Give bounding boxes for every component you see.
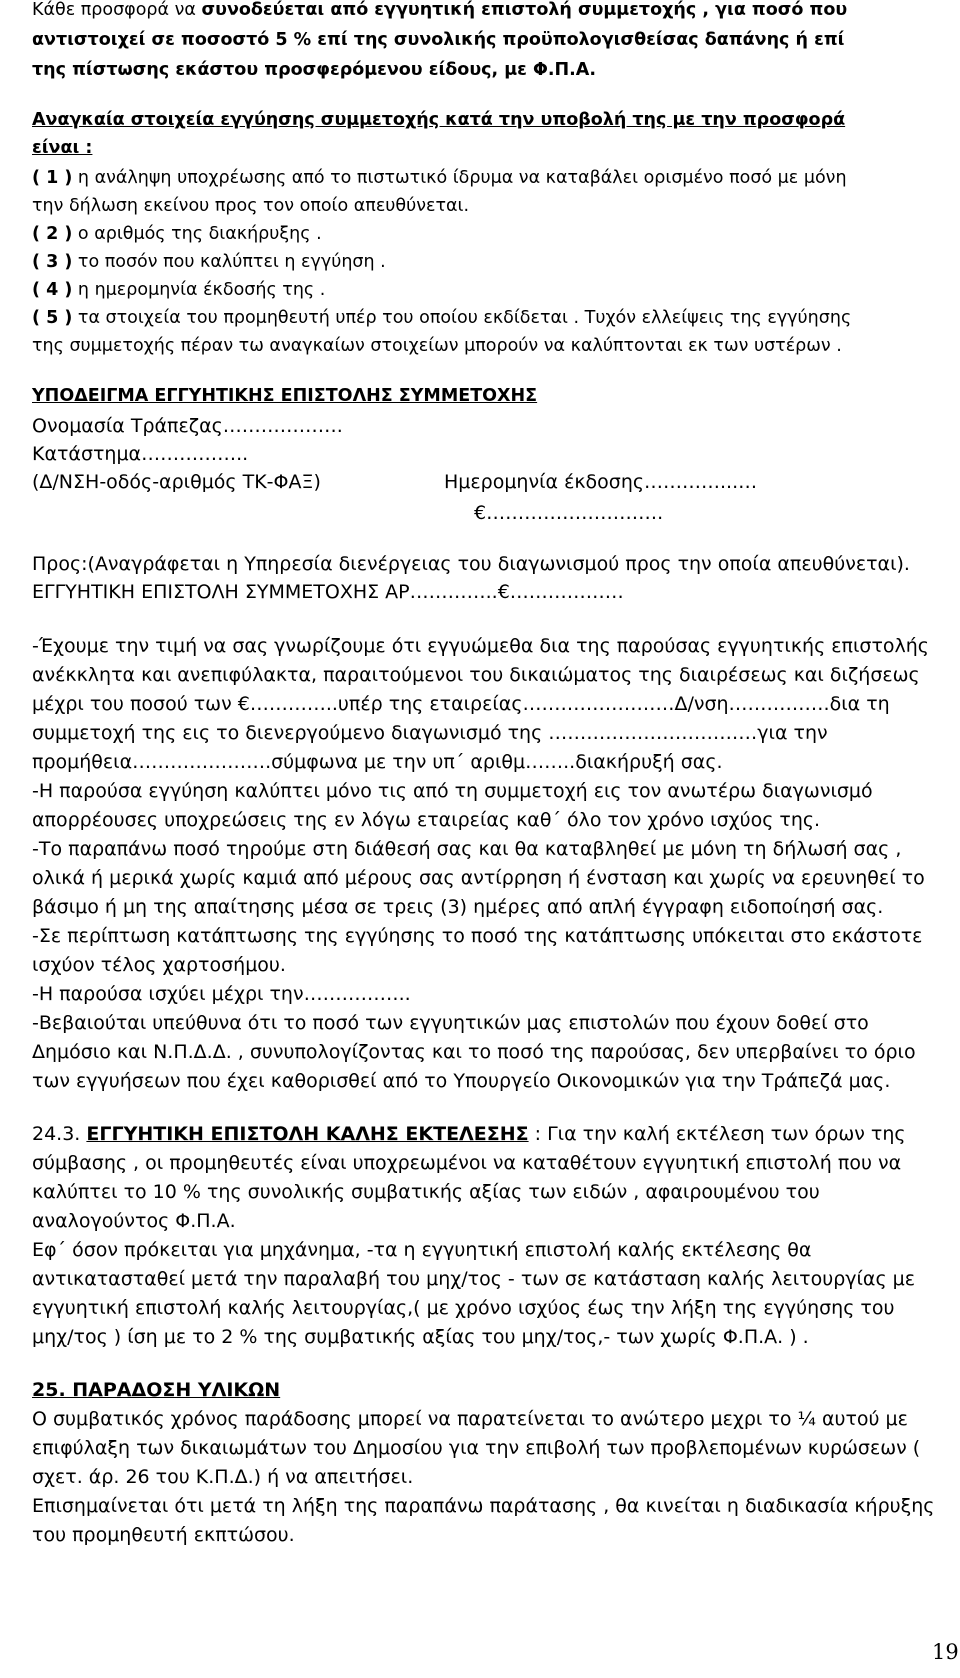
requirement-item-2 xyxy=(32,224,322,244)
letter-body-line: συμμετοχή της εις το διενεργούμενο διαγωνισμό της ……………………………για την xyxy=(32,722,828,744)
requirement-item-1 xyxy=(32,168,847,188)
section-25-line: σχετ. άρ. 26 του Κ.Π.Δ.) ή να απειτήσει. xyxy=(32,1466,414,1488)
requirement-item-5 xyxy=(32,308,851,328)
letter-body-line: -Έχουμε την τιμή να σας γνωρίζουμε ότι εγγυώμεθα δια της παρούσας εγγυητικής επιστολής xyxy=(32,635,929,657)
issue-date-field: Ημερομηνία έκδοσης…………...… xyxy=(444,471,758,493)
euro-amount-field: €………………………. xyxy=(474,502,664,524)
section-25-line: Επισημαίνεται ότι μετά τη λήξη της παραπάνω παράτασης , θα κινείται η διαδικασία κήρυξης xyxy=(32,1495,935,1517)
intro-text: Κάθε προσφορά να xyxy=(32,0,202,20)
intro-line-3: της πίστωσης εκάστου προσφερόμενου είδους, με Φ.Π.Α. xyxy=(32,60,596,80)
requirement-item-1-cont: την δήλωση εκείνου προς τον οποίο απευθύνεται. xyxy=(32,196,470,216)
section-24-3-line: αντικατασταθεί μετά την παραλαβή του μηχ/τος - των σε κατάσταση καλής λειτουργίας με xyxy=(32,1268,916,1290)
letter-body-line: -Βεβαιούται υπεύθυνα ότι το ποσό των εγγυητικών μας επιστολών που έχουν δοθεί στο xyxy=(32,1012,869,1034)
section-24-3-line: Εφ΄ όσον πρόκειται για μηχάνημα, -τα η εγγυητική επιστολή καλής εκτέλεσης θα xyxy=(32,1239,812,1261)
letter-body-line: ολικά ή μερικά χωρίς καμιά από μέρους σας αντίρρηση ή ένσταση και χωρίς να ερευνηθεί το xyxy=(32,867,925,889)
section-text: : Για την καλή εκτέλεση των όρων της xyxy=(528,1123,906,1145)
address-field: (Δ/ΝΣΗ-οδός-αριθμός ΤΚ-ΦΑΞ) xyxy=(32,471,321,493)
requirements-title-2: είναι : xyxy=(32,138,93,158)
requirement-item-3 xyxy=(32,252,386,272)
section-number: 24.3. xyxy=(32,1123,87,1145)
recipient-line: Προς:(Αναγράφεται η Υπηρεσία διενέργειας του διαγωνισμού προς την οποία απευθύνεται). xyxy=(32,553,910,575)
item-number: ( 1 ) xyxy=(32,168,73,188)
section-24-3-line: εγγυητική επιστολή καλής λειτουργίας,( με χρόνο ισχύος έως την λήξη της εγγύησης του xyxy=(32,1297,895,1319)
bank-name-field: Ονομασία Τράπεζας………………. xyxy=(32,415,343,437)
branch-field: Κατάστημα…………….. xyxy=(32,443,249,465)
item-number: ( 5 ) xyxy=(32,308,73,328)
section-25-line: επιφύλαξη των δικαιωμάτων του Δημοσίου για την επιβολή των προβλεπομένων κυρώσεων ( xyxy=(32,1437,921,1459)
item-number: ( 3 ) xyxy=(32,252,73,272)
item-text: το ποσόν που καλύπτει η εγγύηση . xyxy=(72,252,386,272)
section-25-line: Ο συμβατικός χρόνος παράδοσης μπορεί να παρατείνεται το ανώτερο μεχρι το ¼ αυτού με xyxy=(32,1408,908,1430)
section-24-3-heading xyxy=(32,1123,906,1145)
letter-body-line: των εγγυήσεων που έχει καθορισθεί από το Υπουργείο Οικονομικών για την Τράπεζά μας. xyxy=(32,1070,891,1092)
section-25-line: του προμηθευτή εκπτώσου. xyxy=(32,1524,295,1546)
page-number: 19 xyxy=(932,1640,959,1664)
section-24-3-line: σύμβασης , οι προμηθευτές είναι υποχρεωμένοι να καταθέτουν εγγυητική επιστολή που να xyxy=(32,1152,902,1174)
letter-body-line: μέχρι του ποσού των €…………..υπέρ της εταιρείας……………………Δ/νση…………….δια τη xyxy=(32,693,890,715)
item-number: ( 4 ) xyxy=(32,280,73,300)
section-title: ΕΓΓΥΗΤΙΚΗ ΕΠΙΣΤΟΛΗ ΚΑΛΗΣ ΕΚΤΕΛΕΣΗΣ xyxy=(86,1123,529,1145)
section-24-3-line: μηχ/τος ) ίση με το 2 % της συμβατικής αξίας του μηχ/τος,- των χωρίς Φ.Π.Α. ) . xyxy=(32,1326,809,1348)
letter-number-line: ΕΓΓΥΗΤΙΚΗ ΕΠΙΣΤΟΛΗ ΣΥΜΜΕΤΟΧΗΣ ΑΡ…………..€……………… xyxy=(32,581,624,603)
section-25-heading: 25. ΠΑΡΑΔΟΣΗ ΥΛΙΚΩΝ xyxy=(32,1379,281,1401)
letter-body-line: ανέκκλητα και ανεπιφύλακτα, παραιτούμενοι του δικαιώματος της διαιρέσεως και διζήσεως xyxy=(32,664,920,686)
letter-body-line: -Το παραπάνω ποσό τηρούμε στη διάθεσή σας και θα καταβληθεί με μόνη τη δήλωσή σας , xyxy=(32,838,902,860)
item-text: η ημερομηνία έκδοσής της . xyxy=(72,280,326,300)
letter-body-line: Δημόσιο και Ν.Π.Δ.Δ. , συνυπολογίζοντας και το ποσό της παρούσας, δεν υπερβαίνει το όριο xyxy=(32,1041,916,1063)
requirement-item-4 xyxy=(32,280,325,300)
letter-body-line: βάσιμο ή μη της απαίτησης μέσα σε τρεις (3) ημέρες από απλή έγγραφη ειδοποίησή σας. xyxy=(32,896,884,918)
item-text: η ανάληψη υποχρέωσης από το πιστωτικό ίδρυμα να καταβάλει ορισμένο ποσό με μόνη xyxy=(72,168,847,188)
letter-body-line: -Η παρούσα εγγύηση καλύπτει μόνο τις από τη συμμετοχή εις τον ανωτέρω διαγωνισμό xyxy=(32,780,873,802)
requirements-title-1: Αναγκαία στοιχεία εγγύησης συμμετοχής κατά την υποβολή της με την προσφορά xyxy=(32,110,846,130)
letter-body-line: -Η παρούσα ισχύει μέχρι την…………….. xyxy=(32,983,411,1005)
letter-body-line: ισχύον τέλος χαρτοσήμου. xyxy=(32,954,286,976)
item-text: ο αριθμός της διακήρυξης . xyxy=(72,224,322,244)
intro-line-2: αντιστοιχεί σε ποσοστό 5 % επί της συνολικής προϋπολογισθείσας δαπάνης ή επί xyxy=(32,30,845,50)
letter-body-line: απορρέουσες υποχρεώσεις της εν λόγω εταιρείας καθ΄ όλο τον χρόνο ισχύος της. xyxy=(32,809,821,831)
section-24-3-line: αναλογούντος Φ.Π.Α. xyxy=(32,1210,236,1232)
example-heading: ΥΠΟΔΕΙΓΜΑ ΕΓΓΥΗΤΙΚΗΣ ΕΠΙΣΤΟΛΗΣ ΣΥΜΜΕΤΟΧΗΣ xyxy=(32,386,538,406)
intro-line-1 xyxy=(32,0,847,20)
item-number: ( 2 ) xyxy=(32,224,73,244)
letter-body-line: -Σε περίπτωση κατάπτωσης της εγγύησης το ποσό της κατάπτωσης υπόκειται στο εκάστοτε xyxy=(32,925,923,947)
letter-body-line: προμήθεια………………….σύμφωνα με την υπ΄ αριθμ……..διακήρυξή σας. xyxy=(32,751,723,773)
section-24-3-line: καλύπτει το 10 % της συνολικής συμβατικής αξίας των ειδών , αφαιρουμένου του xyxy=(32,1181,820,1203)
item-text: τα στοιχεία του προμηθευτή υπέρ του οποίου εκδίδεται . Τυχόν ελλείψεις της εγγύησης xyxy=(72,308,852,328)
intro-bold-text: συνοδεύεται από εγγυητική επιστολή συμμετοχής , για ποσό που xyxy=(201,0,848,20)
requirement-item-5-cont: της συμμετοχής πέραν τω αναγκαίων στοιχείων μπορούν να καλύπτονται εκ των υστέρων . xyxy=(32,336,842,356)
